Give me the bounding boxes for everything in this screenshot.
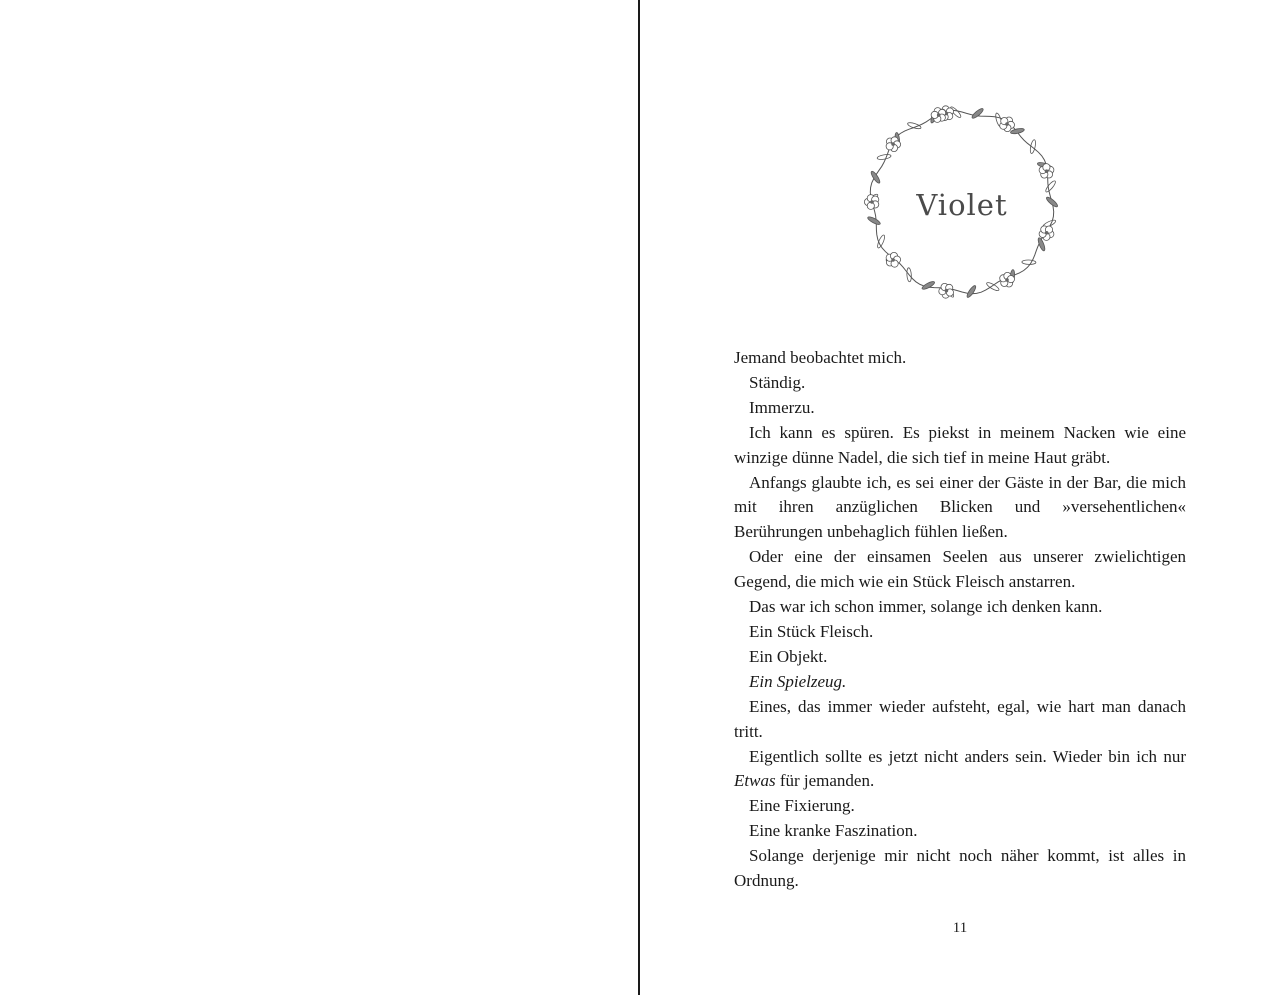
wreath-flower [939,283,954,298]
paragraph: Das war ich schon immer, solange ich denken kann. [749,597,1103,617]
paragraph: Eines, das immer wieder aufsteht, egal, wie hart man danach tritt. [734,696,1186,741]
paragraph: Eine Fixierung. [749,796,855,816]
wreath-leaf [876,234,886,249]
wreath-flower [886,252,901,267]
paragraph: Ständig. [749,372,806,392]
wreath-leaf [986,281,1000,292]
wreath-leaf [1029,139,1036,154]
paragraph [734,745,1186,795]
wreath-leaf [971,107,985,119]
wreath-leaf [966,284,977,298]
wreath-leaf [877,154,892,161]
wreath-leaf [1022,260,1036,265]
paragraph-text: Eigentlich sollte es jetzt nicht anders sein. Wieder bin ich nur [749,746,1186,766]
chapter-title: Violet [916,188,1008,222]
paragraph: Anfangs glaubte ich, es sei einer der Gäste in der Bar, die mich mit ihren anzüglichen Blicken und »versehentlichen« Berührungen unbehaglich fühlen ließen. [734,472,1186,542]
page-number: 11 [952,920,968,936]
paragraph: Ein Objekt. [749,646,828,666]
paragraph: Eine kranke Faszination. [749,821,918,841]
paragraph: Solange derjenige mir nicht noch näher kommt, ist alles in Ordnung. [734,846,1186,891]
left-page-blank [0,0,638,995]
wreath-flower [1000,117,1015,132]
paragraph: Ein Spielzeug. [749,671,847,691]
paragraph: Immerzu. [749,397,815,417]
right-page [640,0,1279,995]
paragraph: Ein Stück Fleisch. [749,621,874,641]
paragraph: Jemand beobachtet mich. [734,348,907,367]
chapter-body-text [734,346,1186,894]
paragraph: Ich kann es spüren. Es piekst in meinem Nacken wie eine winzige dünne Nadel, die sich tief in meine Haut gräbt. [734,422,1186,467]
paragraph: Oder eine der einsamen Seelen aus unserer zwielichtigen Gegend, die mich wie ein Stück Fleisch anstarren. [734,547,1186,592]
paragraph-text: für jemanden. [775,771,875,791]
emphasized-word: Etwas [734,771,776,791]
